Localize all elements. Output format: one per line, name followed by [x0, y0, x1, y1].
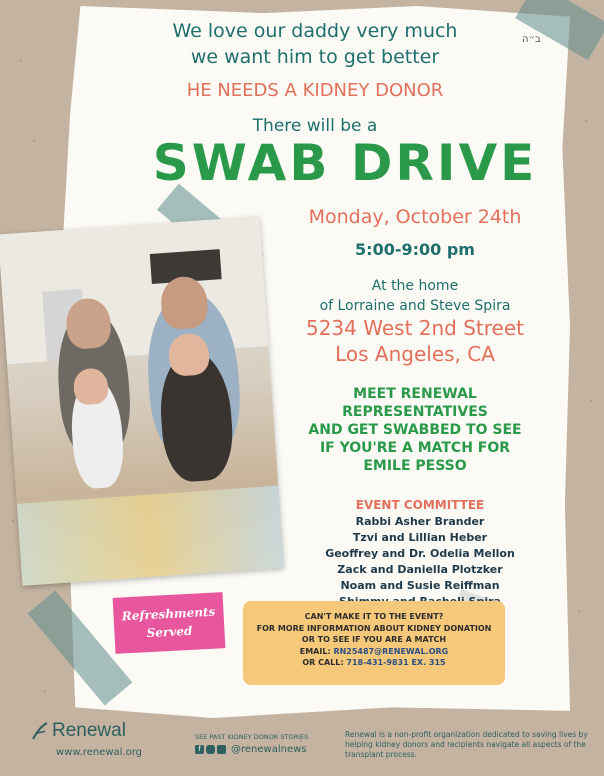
callout-phone-row — [243, 657, 505, 669]
refreshments-line-1: Refreshments — [121, 604, 216, 624]
committee-member: Geoffrey and Dr. Odelia Mellon — [325, 547, 515, 560]
callout-line-2: FOR MORE INFORMATION ABOUT KIDNEY DONATION — [256, 623, 492, 633]
event-date: Monday, October 24th — [308, 206, 522, 228]
callout-email-row — [243, 646, 505, 658]
contact-callout — [243, 601, 505, 685]
phone-link[interactable]: 718-431-9831 EX. 315 — [346, 658, 446, 667]
website[interactable]: www.renewal.org — [56, 747, 142, 758]
meet-line-1: MEET RENEWAL — [353, 386, 477, 402]
renewal-logo-icon — [30, 721, 50, 741]
committee-member: Rabbi Asher Brander — [355, 515, 485, 528]
social-handle[interactable]: @renewalnews — [231, 744, 307, 755]
committee-member: Noam and Susie Reiffman — [340, 579, 500, 592]
hosts: of Lorraine and Steve Spira — [319, 298, 511, 314]
street-address: 5234 West 2nd Street — [305, 316, 524, 340]
swab-drive-headline: SWAB DRIVE — [152, 134, 538, 192]
renewal-logo[interactable] — [30, 720, 126, 742]
email-link[interactable]: RN25487@RENEWAL.ORG — [333, 646, 449, 656]
there-will-be: There will be a — [252, 116, 378, 136]
email-label: EMAIL: — [299, 646, 334, 656]
meet-line-5: EMILE PESSO — [363, 458, 467, 474]
brand-name: Renewal — [52, 720, 126, 741]
committee-member: Tzvi and Lillian Heber — [352, 531, 488, 544]
callout-line-3: OR TO SEE IF YOU ARE A MATCH — [301, 635, 447, 644]
hebrew-mark: ב״ה — [522, 34, 541, 45]
at-the-home: At the home — [371, 278, 459, 294]
meet-line-4: IF YOU'RE A MATCH FOR — [319, 440, 511, 456]
callout-line-1: CAN'T MAKE IT TO THE EVENT? — [304, 612, 444, 621]
refreshments-line-2: Served — [146, 623, 193, 641]
twitter-icon[interactable] — [217, 745, 226, 754]
meet-line-3: AND GET SWABBED TO SEE — [308, 422, 522, 438]
intro-line-1: We love our daddy very much — [172, 20, 458, 42]
intro-line-2: we want him to get better — [190, 46, 440, 68]
facebook-icon[interactable]: f — [195, 745, 204, 754]
committee-title: EVENT COMMITTEE — [355, 498, 485, 512]
about-text: Renewal is a non-profit organization dedicated to saving lives by helping kidney donors and recipients navigate all aspects of the transplant process. — [345, 730, 588, 759]
meet-line-2: REPRESENTATIVES — [342, 404, 488, 420]
family-photo — [0, 216, 284, 585]
donor-stories: SEE PAST KIDNEY DONOR STORIES — [195, 733, 309, 741]
committee-member: Zack and Daniella Plotzker — [337, 563, 503, 576]
call-label: OR CALL: — [302, 658, 347, 667]
social-row — [195, 744, 307, 755]
event-time: 5:00-9:00 pm — [355, 240, 475, 259]
refreshments-badge — [113, 592, 226, 654]
instagram-icon[interactable] — [206, 745, 215, 754]
kidney-donor-need: HE NEEDS A KIDNEY DONOR — [186, 80, 444, 101]
city: Los Angeles, CA — [335, 342, 495, 366]
